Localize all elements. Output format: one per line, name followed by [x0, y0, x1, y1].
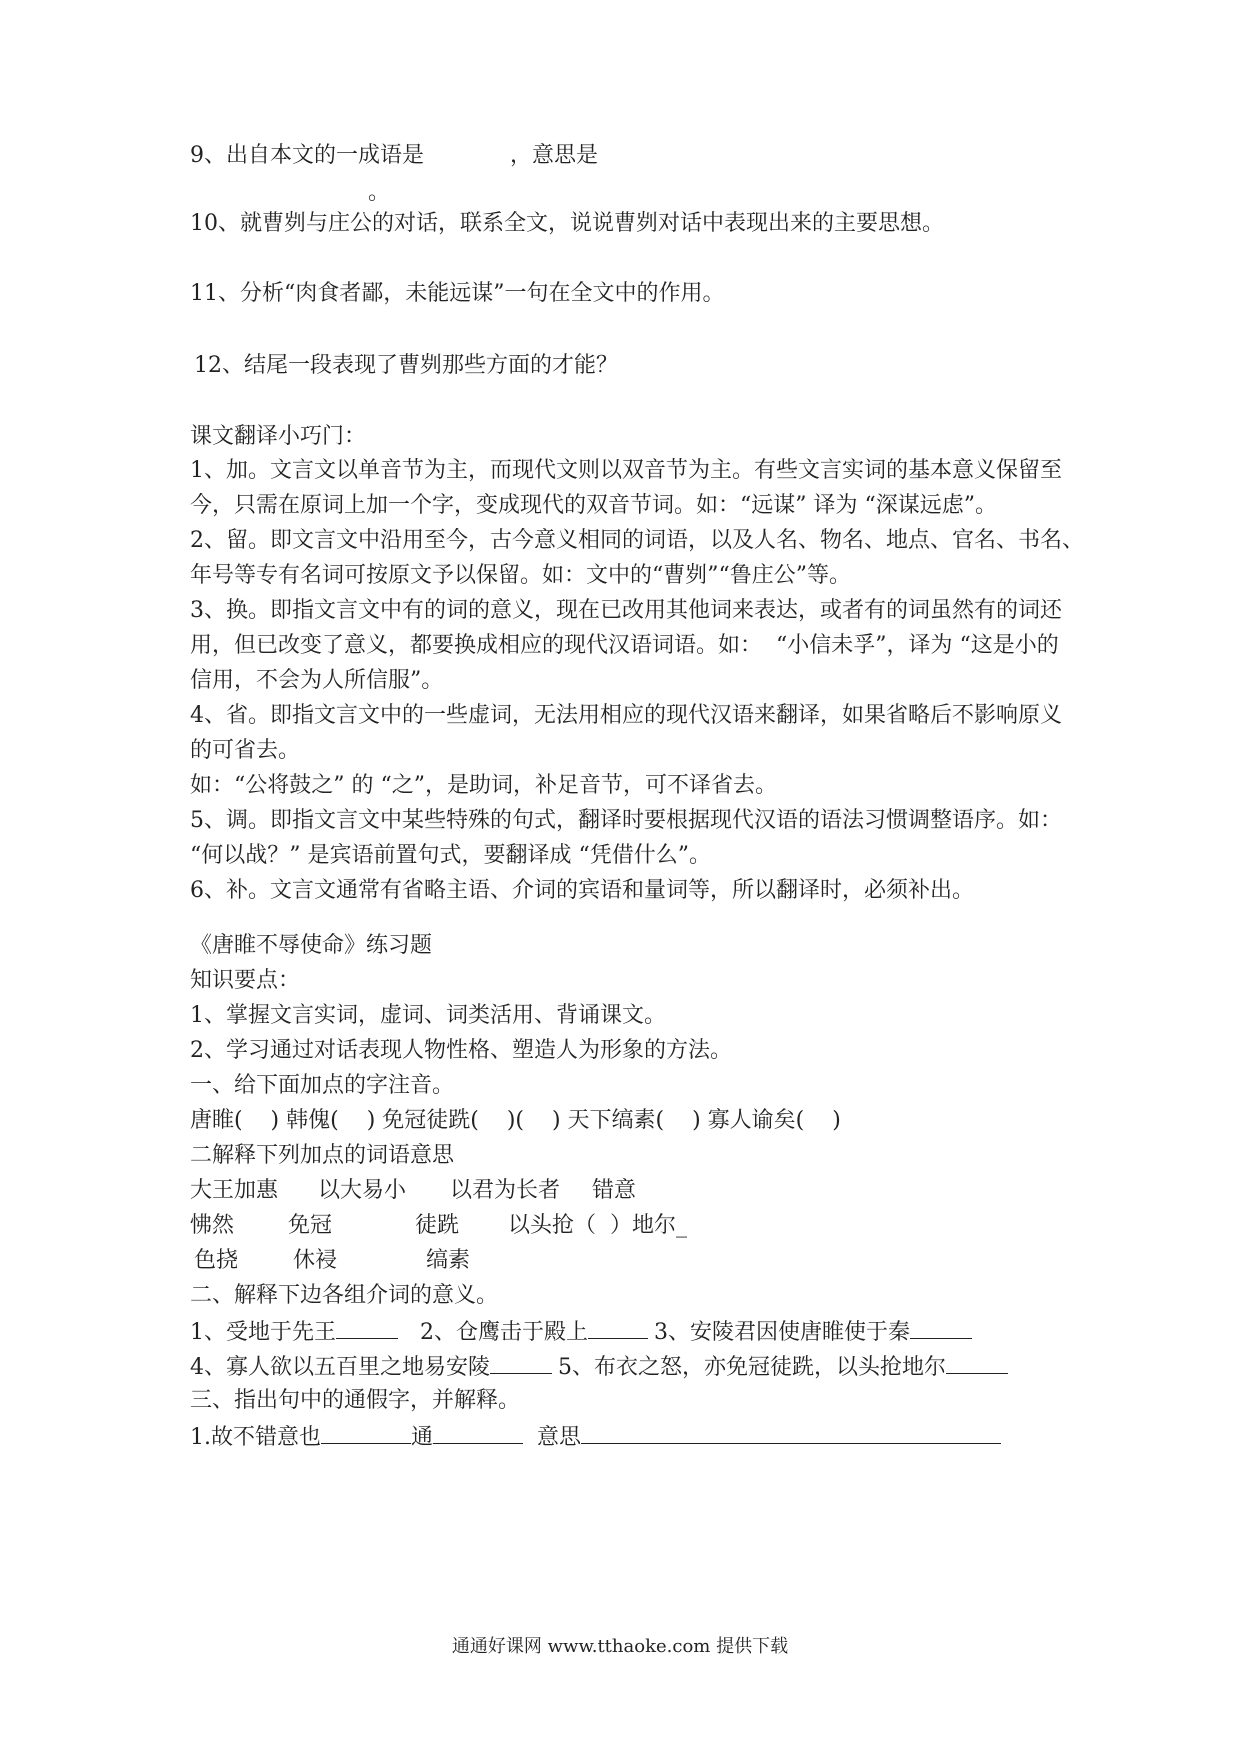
- s2-w8: 以头抢（ ）地尔_: [508, 1213, 687, 1238]
- tip-4a: 4、省。即指文言文中的一些虚词，无法用相应的现代汉语来翻译，如果省略后不影响原义: [190, 703, 1063, 728]
- s2-w3: 以君为长者: [450, 1178, 561, 1203]
- s2-w9: 色挠: [194, 1248, 239, 1273]
- tip-3c: 信用，不会为人所信服”。: [190, 668, 444, 693]
- tip-3b: 用，但已改变了意义，都要换成相应的现代汉语词语。如： “小信未孚”，译为 “这是小的: [190, 633, 1059, 658]
- section-1-line: 唐睢( ) 韩傀( ) 免冠徒跣( )( ) 天下缟素( ) 寡人谕矣( ): [190, 1108, 841, 1133]
- tip-5a: 5、调。即指文言文中某些特殊的句式，翻译时要根据现代汉语的语法习惯调整语序。如：: [190, 808, 1063, 833]
- s2-w2: 以大易小: [318, 1178, 407, 1203]
- answer-blank[interactable]: [490, 1351, 552, 1374]
- point-1: 1、掌握文言实词，虚词、词类活用、背诵课文。: [190, 1003, 666, 1028]
- s3-item-1: 1、受地于先王: [190, 1320, 336, 1345]
- section-2-heading: 二解释下列加点的词语意思: [190, 1143, 455, 1168]
- answer-blank[interactable]: [336, 1316, 398, 1339]
- tip-3a: 3、换。即指文言文中有的词的意义，现在已改用其他词来表达，或者有的词虽然有的词还: [190, 598, 1063, 623]
- s2-w5: 怫然: [190, 1213, 235, 1238]
- section-1-heading: 一、给下面加点的字注音。: [190, 1073, 455, 1098]
- question-9: [190, 141, 598, 171]
- q9-text2: ，意思是: [510, 143, 599, 168]
- answer-blank[interactable]: [321, 1421, 411, 1444]
- tips-heading: 课文翻译小巧门：: [190, 424, 367, 449]
- tip-2a: 2、留。即文言文中沿用至今，古今意义相同的词语，以及人名、物名、地点、官名、书名、: [190, 528, 1085, 553]
- section-3-line-1: [190, 1316, 972, 1348]
- tip-4b: 的可省去。: [190, 738, 301, 763]
- section-4-line-1: [190, 1421, 1001, 1453]
- question-12: 12、结尾一段表现了曹刿那些方面的才能？: [194, 353, 618, 378]
- answer-blank[interactable]: [433, 1421, 523, 1444]
- tip-1b: 今，只需在原词上加一个字，变成现代的双音节词。如：“远谋” 译为 “深谋远虑”。: [190, 493, 997, 518]
- s4-item-1c: 意思: [537, 1425, 582, 1450]
- section-3-heading: 二、解释下边各组介词的意义。: [190, 1283, 499, 1308]
- tip-2b: 年号等专有名词可按原文予以保留。如：文中的“曹刿”“鲁庄公”等。: [190, 563, 851, 588]
- s4-item-1b: 通: [411, 1425, 434, 1450]
- s3-item-5: 5、布衣之怒，亦免冠徒跣，以头抢地尔: [558, 1355, 946, 1380]
- s3-item-4: 4、寡人欲以五百里之地易安陵: [190, 1355, 490, 1380]
- s2-w6: 免冠: [288, 1213, 333, 1238]
- points-heading: 知识要点：: [190, 968, 301, 993]
- answer-blank[interactable]: [581, 1421, 1001, 1444]
- s2-w4: 错意: [592, 1178, 637, 1203]
- tip-5b: “何以战？” 是宾语前置句式，要翻译成 “凭借什么”。: [190, 843, 711, 868]
- tip-4c: 如：“公将鼓之” 的 “之”，是助词，补足音节，可不译省去。: [190, 773, 777, 798]
- tip-6: 6、补。文言文通常有省略主语、介词的宾语和量词等，所以翻译时，必须补出。: [190, 878, 974, 903]
- answer-blank[interactable]: [946, 1351, 1008, 1374]
- s3-item-2: 2、仓鹰击于殿上: [420, 1320, 588, 1345]
- s2-w1: 大王加惠: [190, 1178, 279, 1203]
- tip-1a: 1、加。文言文以单音节为主，而现代文则以双音节为主。有些文言实词的基本意义保留至: [190, 458, 1063, 483]
- q9-end: 。: [368, 180, 391, 205]
- s3-item-3: 3、安陵君因使唐睢使于秦: [654, 1320, 910, 1345]
- point-2: 2、学习通过对话表现人物性格、塑造人为形象的方法。: [190, 1038, 732, 1063]
- s4-item-1a: 1.故不错意也: [190, 1425, 321, 1450]
- page-footer: 通通好课网 www.tthaoke.com 提供下载: [451, 1636, 789, 1657]
- answer-blank[interactable]: [910, 1316, 972, 1339]
- q9-text: 9、出自本文的一成语是: [190, 143, 424, 168]
- section-4-heading: 三、指出句中的通假字，并解释。: [190, 1388, 521, 1413]
- s2-w11: 缟素: [426, 1248, 471, 1273]
- section-3-line-2: [190, 1351, 1008, 1383]
- s2-w10: 休祲: [293, 1248, 338, 1273]
- exercise-title: 《唐睢不辱使命》练习题: [190, 933, 433, 958]
- answer-blank[interactable]: [588, 1316, 648, 1339]
- question-11: 11、分析“肉食者鄙，未能远谋”一句在全文中的作用。: [190, 281, 725, 306]
- s2-w7: 徒跣: [415, 1213, 460, 1238]
- question-10: 10、就曹刿与庄公的对话，联系全文，说说曹刿对话中表现出来的主要思想。: [190, 211, 944, 236]
